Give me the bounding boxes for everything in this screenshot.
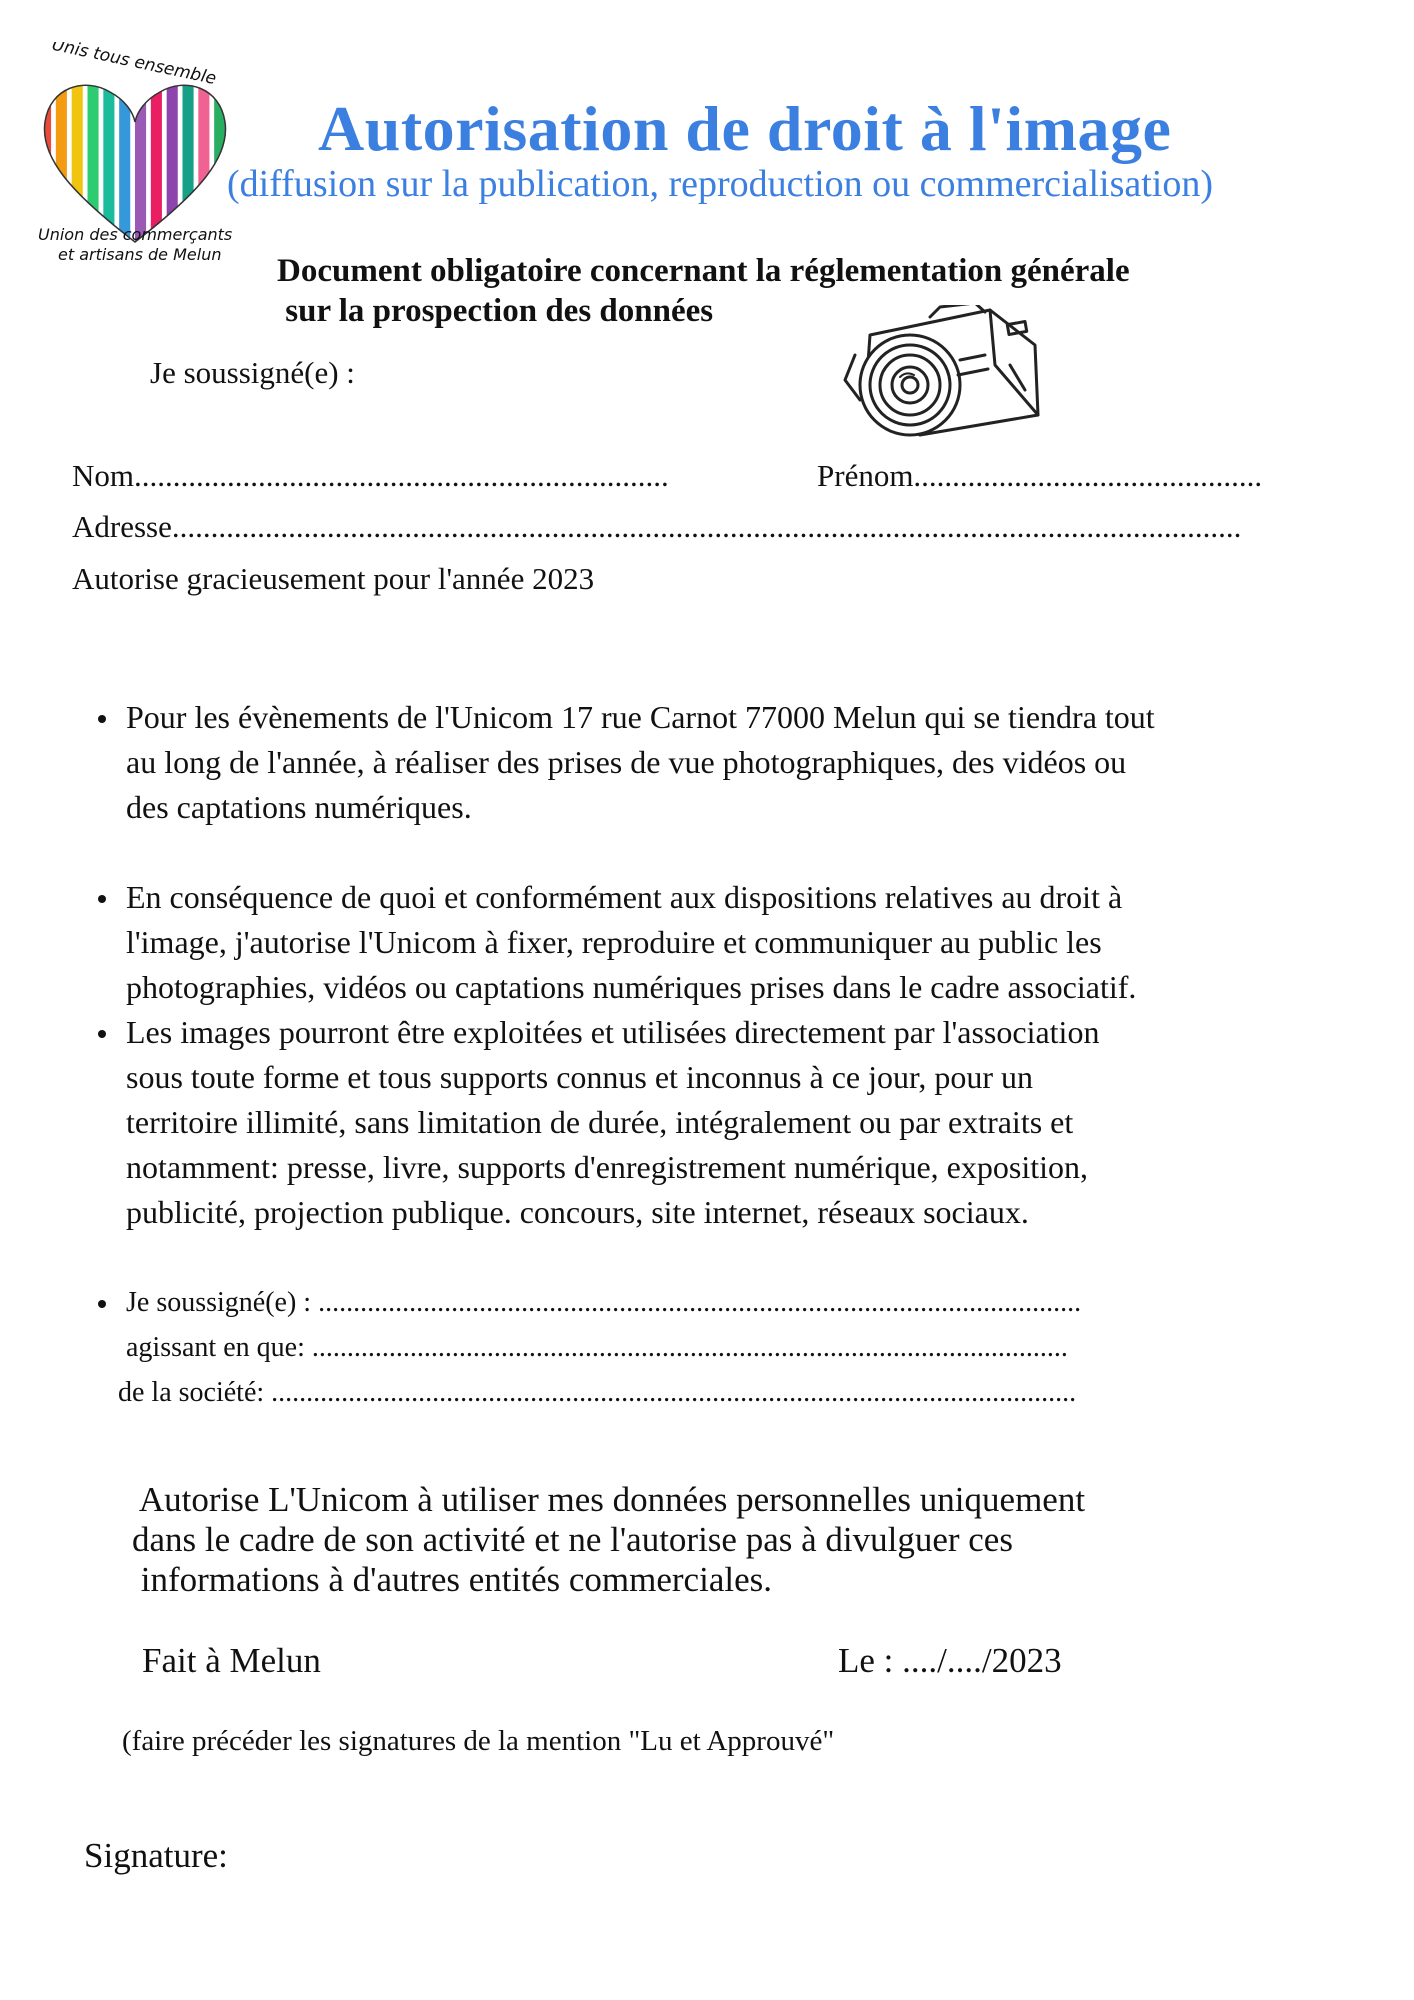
list-item: [98, 695, 1388, 830]
fait-a-text: Fait à Melun: [142, 1641, 321, 1680]
agissant-field[interactable]: agissant en que: ............................................................................................................: [126, 1332, 1068, 1363]
soussigne-intro: Je soussigné(e) :: [150, 355, 355, 390]
date-field[interactable]: Le : ..../..../2023: [838, 1641, 1062, 1680]
document-heading-line-2: sur la prospection des données: [277, 293, 714, 329]
camera-icon: [840, 305, 1045, 440]
document-heading-line-1: Document obligatoire concernant la réglementation générale: [277, 253, 1130, 289]
logo-bottom-text-2: et artisans de Melun: [58, 245, 222, 264]
list-item-line: Les images pourront être exploitées et utilisées directement par l'association: [126, 1014, 1100, 1050]
list-item: [98, 875, 1388, 1010]
list-item-line: notamment: presse, livre, supports d'enregistrement numérique, exposition,: [126, 1149, 1088, 1185]
signature-label: Signature:: [84, 1836, 228, 1875]
adresse-field[interactable]: Adresse..........................................................................................................................................: [72, 509, 1242, 544]
nom-field[interactable]: Nom.....................................................................: [72, 458, 669, 493]
prenom-field[interactable]: Prénom.............................................: [817, 458, 1263, 493]
list-item-line: publicité, projection publique. concours, site internet, réseaux sociaux.: [126, 1194, 1029, 1230]
logo-top-text: Unis tous ensemble: [50, 42, 218, 90]
mention-note: (faire précéder les signatures de la mention "Lu et Approuvé": [122, 1725, 835, 1757]
page-title: Autorisation de droit à l'image: [318, 93, 1172, 164]
list-item-line: photographies, vidéos ou captations numériques prises dans le cadre associatif.: [126, 969, 1137, 1005]
list-item-line: sous toute forme et tous supports connus et inconnus à ce jour, pour un: [126, 1059, 1034, 1095]
list-item-line: Pour les évènements de l'Unicom 17 rue Carnot 77000 Melun qui se tiendra tout: [126, 699, 1155, 735]
list-item-line: En conséquence de quoi et conformément aux dispositions relatives au droit à: [126, 879, 1123, 915]
list-item-line: l'image, j'autorise l'Unicom à fixer, reproduire et communiquer au public les: [126, 924, 1102, 960]
consent-paragraph: [132, 1480, 1085, 1600]
consent-line-2: dans le cadre de son activité et ne l'autorise pas à divulguer ces: [132, 1520, 1013, 1559]
list-item-line: des captations numériques.: [126, 789, 472, 825]
page-subtitle: (diffusion sur la publication, reproduction ou commercialisation): [227, 163, 1213, 205]
consent-line-3: informations à d'autres entités commerciales.: [132, 1560, 772, 1599]
logo-heart-graphic: [30, 42, 240, 272]
list-item: [98, 1010, 1388, 1235]
list-item-signatory: [98, 1280, 1388, 1415]
soussigne-field[interactable]: Je soussigné(e) : .............................................................................................................: [126, 1287, 1082, 1318]
autorise-annee-text: Autorise gracieusement pour l'année 2023: [72, 561, 595, 596]
consent-line-1: Autorise L'Unicom à utiliser mes données personnelles uniquement: [132, 1480, 1086, 1519]
conditions-list: [98, 695, 1388, 1415]
list-item-line: au long de l'année, à réaliser des prises de vue photographiques, des vidéos ou: [126, 744, 1127, 780]
societe-field[interactable]: de la société: ...................................................................................................................: [118, 1377, 1077, 1408]
logo-bottom-text-1: Union des commerçants: [38, 225, 233, 244]
unicom-logo: [30, 42, 240, 272]
list-item-line: territoire illimité, sans limitation de durée, intégralement ou par extraits et: [126, 1104, 1074, 1140]
